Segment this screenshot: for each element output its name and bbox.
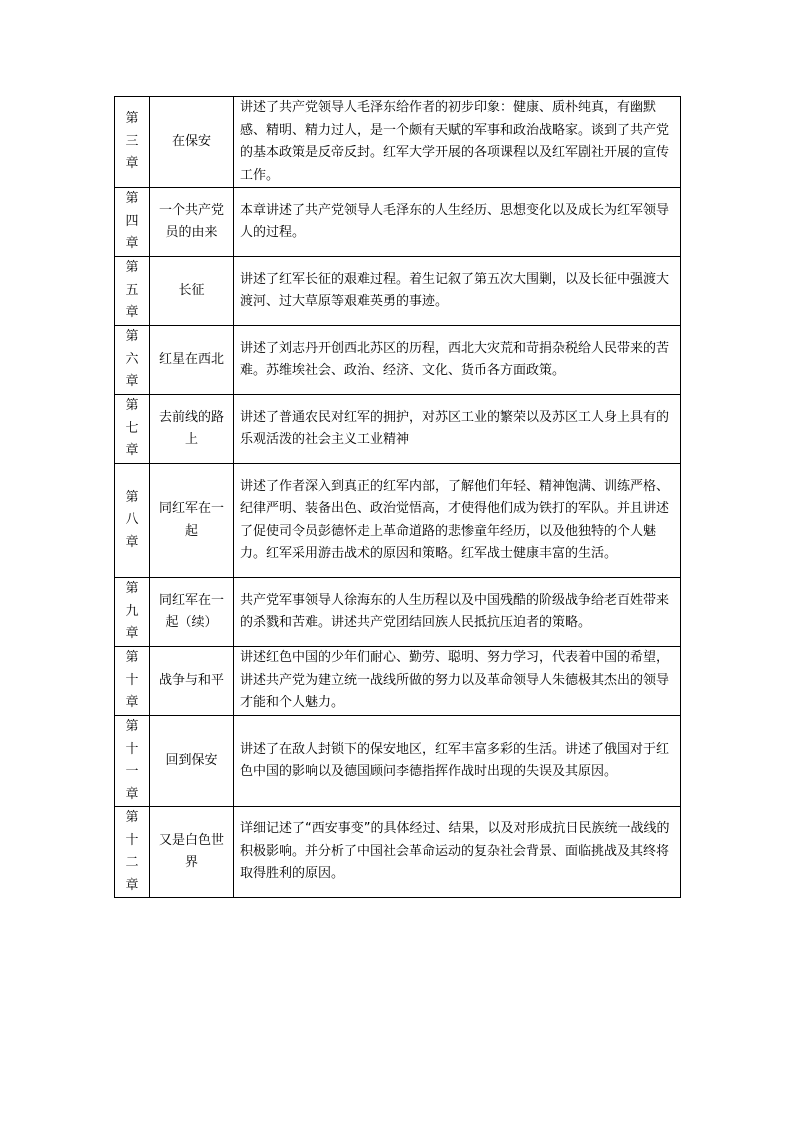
table-row — [115, 464, 681, 578]
chapter-title-cell: 同红军在一起 — [150, 464, 234, 578]
chapter-char: 章 — [125, 236, 139, 252]
table-row — [115, 395, 681, 464]
chapter-summary-cell: 讲述了作者深入到真正的红军内部，了解他们年轻、精神饱满、训练严格、纪律严明、装备出色、政治觉悟高，才使得他们成为铁打的军队。并且讲述了促使司令员彭德怀走上革命道路的悲惨童年经历，以及他独特的个人魅力。红军采用游击战术的原因和策略。红军战士健康丰富的生活。 — [234, 464, 681, 578]
chapter-char: 章 — [125, 443, 139, 459]
chapter-char: 章 — [125, 786, 139, 802]
chapter-char: 四 — [125, 213, 139, 229]
chapter-char: 第 — [125, 191, 139, 207]
chapter-title-cell: 战争与和平 — [150, 647, 234, 716]
chapter-summary-cell: 讲述了在敌人封锁下的保安地区，红军丰富多彩的生活。讲述了俄国对于红色中国的影响以及德国顾问李德指挥作战时出现的失误及其原因。 — [234, 716, 681, 807]
chapter-number-cell — [115, 464, 150, 578]
chapter-summary-cell: 共产党军事领导人徐海东的人生历程以及中国残酷的阶级战争给老百姓带来的杀戮和苦难。讲述共产党团结回族人民抵抗压迫者的策略。 — [234, 578, 681, 647]
table-row — [115, 97, 681, 188]
chapter-char: 七 — [125, 420, 139, 436]
chapter-char: 章 — [125, 695, 139, 711]
chapter-char: 九 — [125, 603, 139, 619]
chapter-char: 第 — [125, 719, 139, 734]
chapter-summary-table-container — [114, 96, 681, 898]
table-row — [115, 578, 681, 647]
chapter-char: 第 — [125, 260, 139, 276]
chapter-char: 第 — [125, 111, 139, 127]
chapter-char: 六 — [125, 351, 139, 367]
table-row — [115, 647, 681, 716]
chapter-char: 第 — [125, 489, 139, 505]
chapter-number-cell — [115, 716, 150, 807]
chapter-char: 一 — [125, 764, 139, 779]
chapter-char: 第 — [125, 329, 139, 345]
chapter-number-cell — [115, 807, 150, 898]
chapter-char: 三 — [125, 133, 139, 149]
chapter-char: 章 — [125, 305, 139, 321]
chapter-char: 章 — [125, 534, 139, 550]
table-row — [115, 807, 681, 898]
chapter-char: 十 — [125, 741, 139, 757]
chapter-title-cell: 同红军在一起（续） — [150, 578, 234, 647]
chapter-char: 第 — [125, 398, 139, 414]
chapter-title-cell: 回到保安 — [150, 716, 234, 807]
chapter-char: 十 — [125, 832, 139, 848]
chapter-title-cell: 红星在西北 — [150, 326, 234, 395]
chapter-title-cell: 去前线的路上 — [150, 395, 234, 464]
chapter-char: 八 — [125, 512, 139, 528]
chapter-summary-cell: 详细记述了“西安事变”的具体经过、结果，以及对形成抗日民族统一战线的积极影响。并分析了中国社会革命运动的复杂社会背景、面临挑战及其终将取得胜利的原因。 — [234, 807, 681, 898]
chapter-summary-cell: 本章讲述了共产党领导人毛泽东的人生经历、思想变化以及成长为红军领导人的过程。 — [234, 188, 681, 257]
chapter-summary-cell: 讲述了共产党领导人毛泽东给作者的初步印象：健康、质朴纯真，有幽默感、精明、精力过人，是一个颇有天赋的军事和政治战略家。谈到了共产党的基本政策是反帝反封。红军大学开展的各项课程以及红军剧社开展的宣传工作。 — [234, 97, 681, 188]
chapter-title-cell: 在保安 — [150, 97, 234, 188]
chapter-number-cell — [115, 326, 150, 395]
chapter-summary-cell: 讲述红色中国的少年们耐心、勤劳、聪明、努力学习，代表着中国的希望，讲述共产党为建立统一战线所做的努力以及革命领导人朱德极其杰出的领导才能和个人魅力。 — [234, 647, 681, 716]
chapter-char: 第 — [125, 810, 139, 825]
chapter-char: 第 — [125, 650, 139, 666]
table-row — [115, 257, 681, 326]
chapter-number-cell — [115, 257, 150, 326]
chapter-title-cell: 一个共产党员的由来 — [150, 188, 234, 257]
chapter-number-cell — [115, 188, 150, 257]
chapter-number-cell — [115, 395, 150, 464]
chapter-summary-table — [114, 96, 681, 898]
table-row — [115, 188, 681, 257]
chapter-char: 十 — [125, 672, 139, 688]
table-body — [115, 97, 681, 898]
chapter-title-cell: 又是白色世界 — [150, 807, 234, 898]
chapter-number-cell — [115, 578, 150, 647]
chapter-char: 二 — [125, 855, 139, 870]
chapter-number-cell — [115, 647, 150, 716]
chapter-char: 五 — [125, 282, 139, 298]
chapter-summary-cell: 讲述了普通农民对红军的拥护，对苏区工业的繁荣以及苏区工人身上具有的乐观活泼的社会主义工业精神 — [234, 395, 681, 464]
chapter-char: 章 — [125, 156, 139, 172]
table-row — [115, 326, 681, 395]
chapter-char: 第 — [125, 581, 139, 597]
chapter-char: 章 — [125, 374, 139, 390]
chapter-char: 章 — [125, 877, 139, 893]
chapter-char: 章 — [125, 626, 139, 642]
chapter-number-cell — [115, 97, 150, 188]
chapter-title-cell: 长征 — [150, 257, 234, 326]
chapter-summary-cell: 讲述了刘志丹开创西北苏区的历程，西北大灾荒和苛捐杂税给人民带来的苦难。苏维埃社会、政治、经济、文化、货币各方面政策。 — [234, 326, 681, 395]
chapter-summary-cell: 讲述了红军长征的艰难过程。着生记叙了第五次大围剿，以及长征中强渡大渡河、过大草原等艰难英勇的事迹。 — [234, 257, 681, 326]
table-row — [115, 716, 681, 807]
